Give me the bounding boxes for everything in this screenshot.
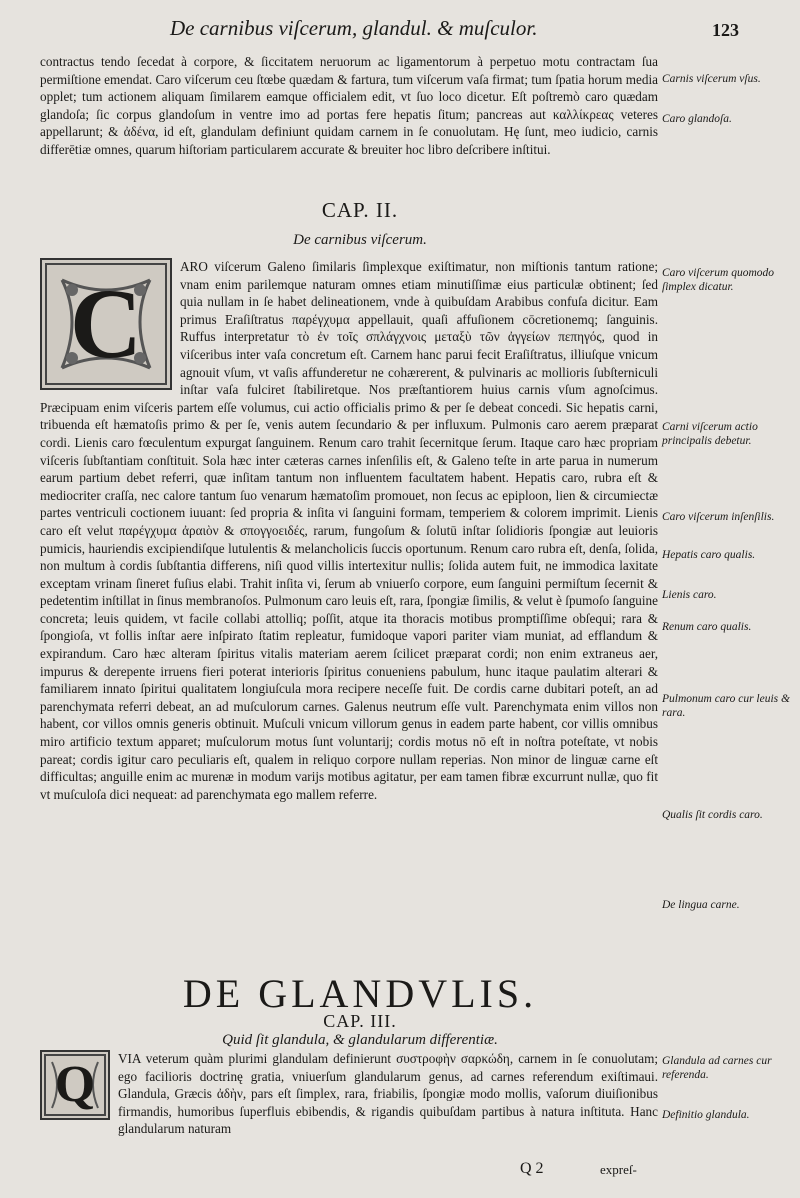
- margin-note: Qualis ſit cordis caro.: [662, 809, 763, 821]
- intro-paragraph: [40, 53, 658, 159]
- margin-note: De lingua carne.: [662, 899, 740, 911]
- margin-note: Lienis caro.: [662, 589, 717, 601]
- margin-note: Caro glandoſa.: [662, 113, 732, 125]
- margin-note: Carnis viſcerum vſus.: [662, 73, 761, 85]
- initial-letter: C: [69, 268, 143, 379]
- chapter-3-body: [40, 1050, 658, 1138]
- running-header: [0, 16, 800, 46]
- margin-note: Caro viſcerum inſenſilis.: [662, 511, 775, 523]
- catchword: expreſ-: [600, 1162, 637, 1177]
- margin-note: Renum caro qualis.: [662, 621, 752, 633]
- signature-mark: Q 2: [520, 1160, 544, 1177]
- chapter-2-text: ARO viſcerum Galeno ſimilaris ſimplexque exiſtimatur, non miſtionis tantum ratione; vnam enim parilemque naturam omnes etiam minutiſſimæ eius particulæ obtinent; ſed quia nullam in ſe habet delineationem, vnde à quibuſdam Arabibus confuſa dicitur. Eam primus Eraſiſtratus παρέγχυμα appellauit, quaſi affuſionem cōcretionemq; ſanguinis. Ruffus interpretatur τὸ ἐν τοῖς σπλάγχνοις μεταξὺ τῶν ἀγγείων πεπηγός, quod in viſceribus inter vaſa concretum eſt. Carnem hanc parui fecit Eraſiſtratus, illiuſque vnicum agnouit vſum, vt vaſis affunderetur ne cohærerent, & pulvinaris ac mollioris ſubſterniculi inſtar vaſa fulciret ſtabiliretque. Nos præſtantiorem huius carnis vſum agnoſcimus. Præcipuam enim viſceris partem eſſe volumus, cui actio officialis primo & per ſe debeat concedi. Sic hepatis carni, tribuenda eſt hæmatoſis primo & per ſe, venis autem ſecundario & per influxum. Pulmonis caro aerem præparat cordi. Lienis caro fœculentum expurgat ſanguinem. Renum caro trahit ſecernitque ſerum. Itaque caro hæc propriam viſceris ſubſtantiam conſtituit. Sola hæc inter cæteras carnes inſenſilis eſt, & Galeno teſte in arte parua in numerum earum partium debet referri, quæ inſitam tantum non influentem facultatem habent. Hepatis caro, rubra eſt & mediocriter craſſa, nec calore tantum ſuo venarum hæmatoſim promouet, non ſecus ac epiploon, lien & circumiectæ partes ventriculi coctionem iuuant: ſed propria & inſita vi ſanguini formam, temperiem & colorem imprimit. Lienis caro eſt velut παρέγχυμα ἀραιὸν & σπογγοειδές, rarum, fungoſum & ſolutū inſtar ſolidioris ſpongiæ aut leuioris pumicis, hauriendis excipiendiſque lutulentis & melancholicis ſuccis oportunum. Renum caro rubra eſt, denſa, ſolida, non multum à cordis ſubſtantia differens, niſi quod villis intertexitur nullis; ſolida autem fuit, ne immodica laxitate exceptam vrinam ſineret fuſius elabi. Trahit inſita vi, ſerum ab vniuerſo corpore, eum ſanguini permiſtum ſecernit & pedetentim inſtillat in ſinus membranoſos. Pulmonum caro leuis eſt, rara, ſpongiæ ſimilis, & velut è ſpumoſo ſanguine concreta; leuis quidem, vt facile collabi attolliq; poſſit, atque ita thoracis motibus promptiſſime obſequi; rara & ſpongioſa, vt follis inſtar aere inſpirato ſtatim repleatur, fumidoque vapori pariter viam muniat, ad efflandum & expirandum. Caro hæc alteram ſpiritus vitalis materiam aerem ſcilicet præparat cordi; non enim extraneus aer, impurus & derepente irruens fieri poterat interioris ſpiritus conueniens pabulum, hunc itaque paulatim alterari & familiarem innato ſpiritui qualitatem longiuſcula mora recipere neceſſe fuit. De cordis carne dubitari poteſt, an ad parenchymata referri debeat, an ad muſculorum carnes. Galenus neutrum eſſe vult. Parenchymata enim villos non habent, cor villos omnis generis obtinuit. Muſculi vnicum villorum genus in eadem parte habent, cor villis omnibus miro artificio textum apparet; muſculorum motus ſunt voluntarij; cordis motus nō eſt in noſtra poteſtate, vt nobis pareat; cordis igitur caro peculiaris eſt, qualem in reliquo corpore nullam reperias. Non minor de linguæ carne eſt difficultas; anguille enim ac murenæ in modum varijs motibus agitatur, per eam tamen fibræ excurrunt nullæ, quo fit vt muſculoſa dici nequeat: ad parenchymata ego mallem referre.: [40, 259, 658, 802]
- margin-note: Definitio glandula.: [662, 1109, 750, 1121]
- margin-note: Caro viſcerum quomodo ſimplex dicatur.: [662, 267, 775, 293]
- chapter-2-body: [40, 258, 658, 803]
- chapter-3-text: VIA veterum quàm plurimi glandulam definierunt συστροφὴν σαρκώδη, carnem in ſe conuolutam; ego facilioris doctrinę gratia, vniuerſum glandularum genus, ad carnes referendum exiſtimaui. Glandula, Græcis ἀδὴν, pars eſt ſimplex, rara, friabilis, ſpongiæ modo mollis, vaſorum diuiſionibus firmandis, humoribus ſuperfluis ebibendis, & rigandis quibuſdam partibus à natura inſtituta. Hanc glandularum naturam: [118, 1051, 658, 1137]
- initial-letter: Q: [54, 1056, 96, 1113]
- chapter-2-heading: CAP. II.: [321, 198, 399, 222]
- chapter-3-subheading: Quid ſit glandula, & glandularum differentiæ.: [222, 1032, 498, 1048]
- margin-note: Pulmonum caro cur leuis & rara.: [662, 693, 790, 719]
- margin-note: Glandula ad carnes cur referenda.: [662, 1055, 772, 1081]
- decorated-initial-q: [40, 1050, 110, 1120]
- page-footer: [0, 1160, 800, 1190]
- margin-note: Carni viſcerum actio principalis debetur.: [662, 421, 758, 447]
- decorated-initial-c: [40, 258, 172, 390]
- section-title: DE GLANDVLIS.: [182, 971, 538, 1016]
- intro-text: contractus tendo ſecedat à corpore, & ſiccitatem neruorum ac ligamentorum à perpetuo motu contractam ſua permiſtione emendat. Caro viſcerum ceu ſtœbe quædam & fartura, tum viſcerum vaſa firmat; tum ſpatia horum media opplet; tum actionem aliquam ſimilarem eamque officialem edit, vt ſuo loco dicetur. Eſt poſtremò caro quædam glandoſa; ſic corpus glandoſum in ventre imo ad portas fere hepatis ſitum; pancreas aut καλλίκρεας veteres appellarunt; & ἀδένα, id eſt, glandulam definiunt quidam carnem in ſe conuolutam. Hę ſunt, meo iudicio, carnis differētiæ omnes, quarum hiſtoriam particularem accurate & breuiter hoc libro deſcribere inſtitui.: [40, 54, 658, 157]
- page-number: 123: [712, 20, 739, 40]
- running-title: De carnibus viſcerum, glandul. & muſculor.: [170, 16, 538, 40]
- margin-note: Hepatis caro qualis.: [662, 549, 756, 561]
- chapter-3-heading: CAP. III.: [323, 1011, 397, 1031]
- chapter-2-subheading: De carnibus viſcerum.: [293, 232, 427, 248]
